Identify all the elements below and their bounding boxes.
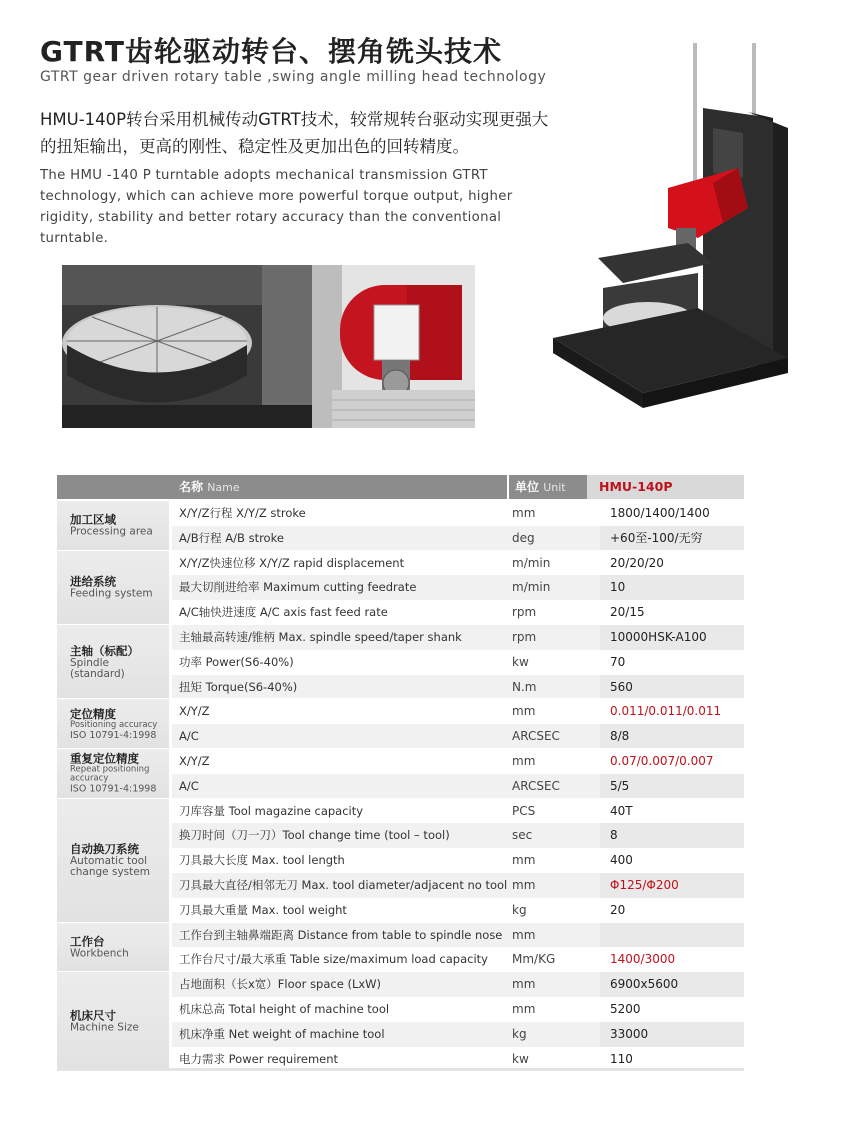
group-name-en: Positioning accuracy xyxy=(70,719,158,730)
table-row xyxy=(172,699,744,724)
spec-unit: mm xyxy=(512,704,536,719)
spec-value: 560 xyxy=(600,675,744,700)
spec-unit: kw xyxy=(512,1051,529,1066)
spec-unit: ARCSEC xyxy=(512,778,560,793)
group-name-zh: 加工区域 xyxy=(70,512,116,527)
spec-name: 换刀时间（刀一刀）Tool change time (tool – tool) xyxy=(179,828,450,843)
spec-value: 8 xyxy=(600,823,744,848)
spec-unit: mm xyxy=(512,1002,536,1016)
spec-unit: kg xyxy=(512,1026,527,1041)
page-title: GTRT齿轮驱动转台、摆角铣头技术 xyxy=(40,35,502,68)
spec-name: X/Y/Z xyxy=(179,704,210,719)
table-row xyxy=(172,600,744,625)
group-name-zh: 工作台 xyxy=(70,934,105,949)
spec-unit: kg xyxy=(512,902,527,917)
spec-value: Φ125/Φ200 xyxy=(600,873,744,898)
group-name-zh: 进给系统 xyxy=(70,574,116,589)
spec-unit: m/min xyxy=(512,580,551,595)
spec-value: 10 xyxy=(600,575,744,600)
spec-unit: rpm xyxy=(512,605,537,620)
table-row xyxy=(172,923,744,948)
machine-illustration xyxy=(548,38,810,410)
table-row xyxy=(172,526,744,551)
spec-name: 功率 Power(S6-40%) xyxy=(179,654,294,669)
group-label xyxy=(57,501,169,550)
table-row xyxy=(172,501,744,526)
spec-name: A/B行程 A/B stroke xyxy=(179,530,284,545)
spec-value: 1800/1400/1400 xyxy=(610,506,710,520)
group-label xyxy=(57,699,169,748)
spec-name: 最大切削进给率 Maximum cutting feedrate xyxy=(179,580,417,595)
group-name-en: Workbench xyxy=(70,947,129,960)
group-name-en: Machine Size xyxy=(70,1021,139,1034)
spec-unit: mm xyxy=(512,878,536,892)
table-header xyxy=(57,475,744,499)
spec-name: 机床净重 Net weight of machine tool xyxy=(179,1026,385,1041)
intro-text-en: The HMU -140 P turntable adopts mechanical transmission GTRT technology, which can achieve more powerful torque output, higher rigidity, stability and better rotary accuracy than the conventional turntable. xyxy=(40,168,513,246)
spec-name: 占地面积（长x宽）Floor space (LxW) xyxy=(179,977,382,992)
spec-value: 20 xyxy=(610,902,626,917)
spec-value: 20/20/20 xyxy=(610,555,664,570)
table-row xyxy=(172,675,744,700)
spec-name: X/Y/Z快速位移 X/Y/Z rapid displacement xyxy=(179,555,405,570)
spec-unit: mm xyxy=(512,853,536,868)
group-label xyxy=(57,972,169,1070)
milling-head-photo xyxy=(312,265,475,428)
table-row xyxy=(172,575,744,600)
group-label xyxy=(57,749,169,798)
group-name-en: Feeding system xyxy=(70,587,153,600)
spec-name: 刀库容量 Tool magazine capacity xyxy=(179,803,364,818)
group-label xyxy=(57,625,169,698)
spec-name: 工作台尺寸/最大承重 Table size/maximum load capacity xyxy=(179,952,488,967)
group-name-en: Processing area xyxy=(70,525,153,538)
spec-name: 主轴最高转速/锥柄 Max. spindle speed/taper shank xyxy=(179,630,462,644)
group-name-zh: 定位精度 xyxy=(70,706,116,721)
spec-value: 20/15 xyxy=(610,605,645,620)
header-model: HMU-140P xyxy=(587,475,744,499)
group-name-en: Spindle (standard) xyxy=(70,656,125,680)
spec-name: 刀具最大直径/相邻无刀 Max. tool diameter/adjacent no tool xyxy=(179,878,508,892)
table-row xyxy=(172,799,744,824)
table-row xyxy=(172,997,744,1022)
header-name: 名称 Name xyxy=(179,480,240,494)
intro-text-zh: HMU-140P转台采用机械传动GTRT技术，较常规转台驱动实现更强大的扭矩输出，更高的刚性、稳定性及更加出色的回转精度。 xyxy=(40,110,549,156)
table-row xyxy=(172,774,744,799)
spec-unit: Mm/KG xyxy=(512,952,556,967)
table-row xyxy=(172,823,744,848)
spec-value: 1400/3000 xyxy=(610,952,676,967)
table-row xyxy=(172,650,744,675)
spec-name: 刀具最大长度 Max. tool length xyxy=(179,853,345,868)
group-name-zh: 主轴（标配） xyxy=(70,643,139,658)
table-bottom-rule xyxy=(57,1068,744,1071)
spec-name: X/Y/Z xyxy=(179,754,210,768)
table-row xyxy=(172,1022,744,1047)
group-name-en: Repeat positioning accuracy xyxy=(70,764,150,784)
group-standard: ISO 10791-4:1998 xyxy=(70,729,157,741)
spec-value: 10000HSK-A100 xyxy=(600,625,744,650)
spec-value: 70 xyxy=(610,654,626,669)
group-label xyxy=(57,923,169,972)
group-label xyxy=(57,551,169,624)
spec-name: A/C轴快进速度 A/C axis fast feed rate xyxy=(179,605,388,620)
spec-table xyxy=(57,475,744,1070)
table-row xyxy=(172,972,744,997)
group-name-zh: 自动换刀系统 xyxy=(70,842,139,857)
group-name-zh: 机床尺寸 xyxy=(70,1008,116,1023)
spec-name: 工作台到主轴鼻端距离 Distance from table to spindle nose xyxy=(179,927,503,942)
table-row xyxy=(172,625,744,650)
spec-unit: deg xyxy=(512,530,535,545)
table-row xyxy=(172,873,744,898)
spec-name: 电力需求 Power requirement xyxy=(179,1051,339,1066)
spec-unit: mm xyxy=(512,754,536,768)
spec-value: 6900x5600 xyxy=(600,972,744,997)
spec-unit: PCS xyxy=(512,803,536,818)
group-standard: ISO 10791-4:1998 xyxy=(70,783,157,795)
spec-value: 110 xyxy=(610,1051,633,1066)
page-subtitle: GTRT gear driven rotary table ,swing angle milling head technology xyxy=(40,69,547,85)
table-row xyxy=(172,947,744,972)
spec-value: 5200 xyxy=(610,1002,641,1016)
spec-unit: mm xyxy=(512,977,536,992)
spec-unit: N.m xyxy=(512,679,537,694)
spec-value xyxy=(600,923,744,948)
table-row xyxy=(172,848,744,873)
header-unit: 单位 Unit xyxy=(507,475,587,499)
spec-value: 0.011/0.011/0.011 xyxy=(610,704,722,719)
spec-unit: mm xyxy=(512,506,536,520)
spec-name: A/C xyxy=(179,729,199,744)
spec-value: 40T xyxy=(610,803,633,818)
table-row xyxy=(172,898,744,923)
spec-unit: kw xyxy=(512,654,529,669)
spec-value: 33000 xyxy=(600,1022,744,1047)
spec-name: 刀具最大重量 Max. tool weight xyxy=(179,902,347,917)
table-row xyxy=(172,724,744,749)
spec-unit: m/min xyxy=(512,555,551,570)
spec-unit: mm xyxy=(512,927,536,942)
spec-value: 0.07/0.007/0.007 xyxy=(610,754,714,768)
table-row xyxy=(172,551,744,576)
detail-photos xyxy=(62,265,475,428)
spec-value: 400 xyxy=(610,853,633,868)
spec-unit: rpm xyxy=(512,630,537,644)
spec-name: X/Y/Z行程 X/Y/Z stroke xyxy=(179,506,306,520)
spec-value: 8/8 xyxy=(600,724,744,749)
group-label xyxy=(57,799,169,922)
spec-name: 机床总高 Total height of machine tool xyxy=(179,1002,390,1016)
table-row xyxy=(172,749,744,774)
spec-unit: sec xyxy=(512,828,533,843)
spec-value: +60至-100/无穷 xyxy=(600,526,744,551)
group-name-zh: 重复定位精度 xyxy=(70,751,139,766)
spec-unit: ARCSEC xyxy=(512,729,560,744)
group-name-en: Automatic tool change system xyxy=(70,855,150,879)
spec-name: 扭矩 Torque(S6-40%) xyxy=(179,679,298,694)
spec-name: A/C xyxy=(179,778,199,793)
spec-value: 5/5 xyxy=(600,774,744,799)
rotary-table-photo xyxy=(62,265,312,428)
